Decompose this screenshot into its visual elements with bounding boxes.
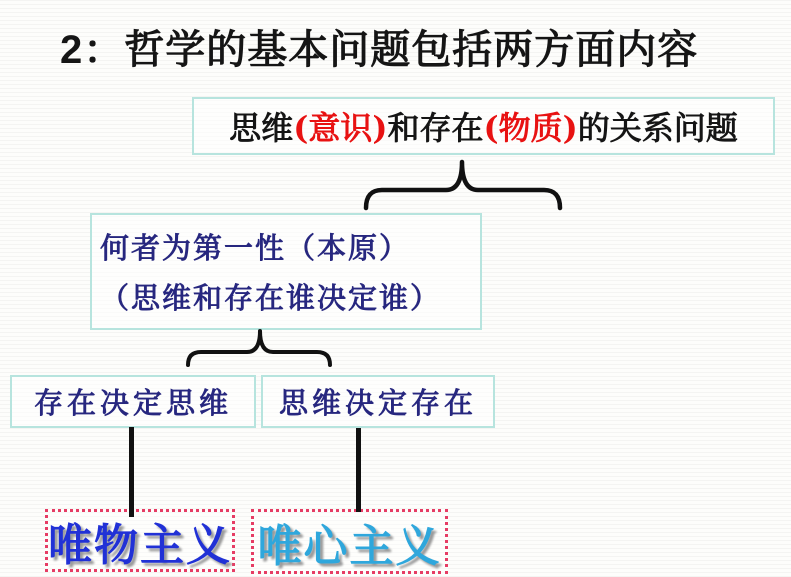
- connector-line-left: [129, 427, 134, 517]
- idealism-label: 唯心主义: [257, 521, 442, 571]
- conclusion-box-idealism: [251, 509, 448, 574]
- relation-text-matter: (物质): [483, 109, 578, 147]
- relation-text-relation: 的关系问题: [577, 109, 738, 147]
- relation-question-box: [192, 97, 775, 155]
- conclusion-box-materialism: [45, 509, 235, 572]
- relation-text-and-being: 和存在: [387, 109, 484, 147]
- first-nature-box: [90, 213, 482, 330]
- relation-text-thinking: 思维: [229, 109, 294, 147]
- slide-title: 2：哲学的基本问题包括两方面内容: [60, 28, 699, 72]
- branch-left-label: 存在决定思维: [33, 386, 232, 420]
- connector-line-right: [356, 428, 361, 512]
- first-nature-line1: 何者为第一性（本原）: [100, 230, 411, 265]
- brace-middle-icon: [180, 327, 338, 367]
- branch-box-thinking-determines-being: [261, 375, 495, 428]
- relation-text-consciousness: (意识): [293, 109, 388, 147]
- branch-right-label: 思维决定存在: [278, 386, 477, 420]
- first-nature-line2: （思维和存在谁决定谁）: [100, 281, 442, 316]
- materialism-label: 唯物主义: [48, 520, 232, 570]
- brace-top-icon: [358, 156, 568, 211]
- branch-box-being-determines-thinking: [10, 375, 256, 428]
